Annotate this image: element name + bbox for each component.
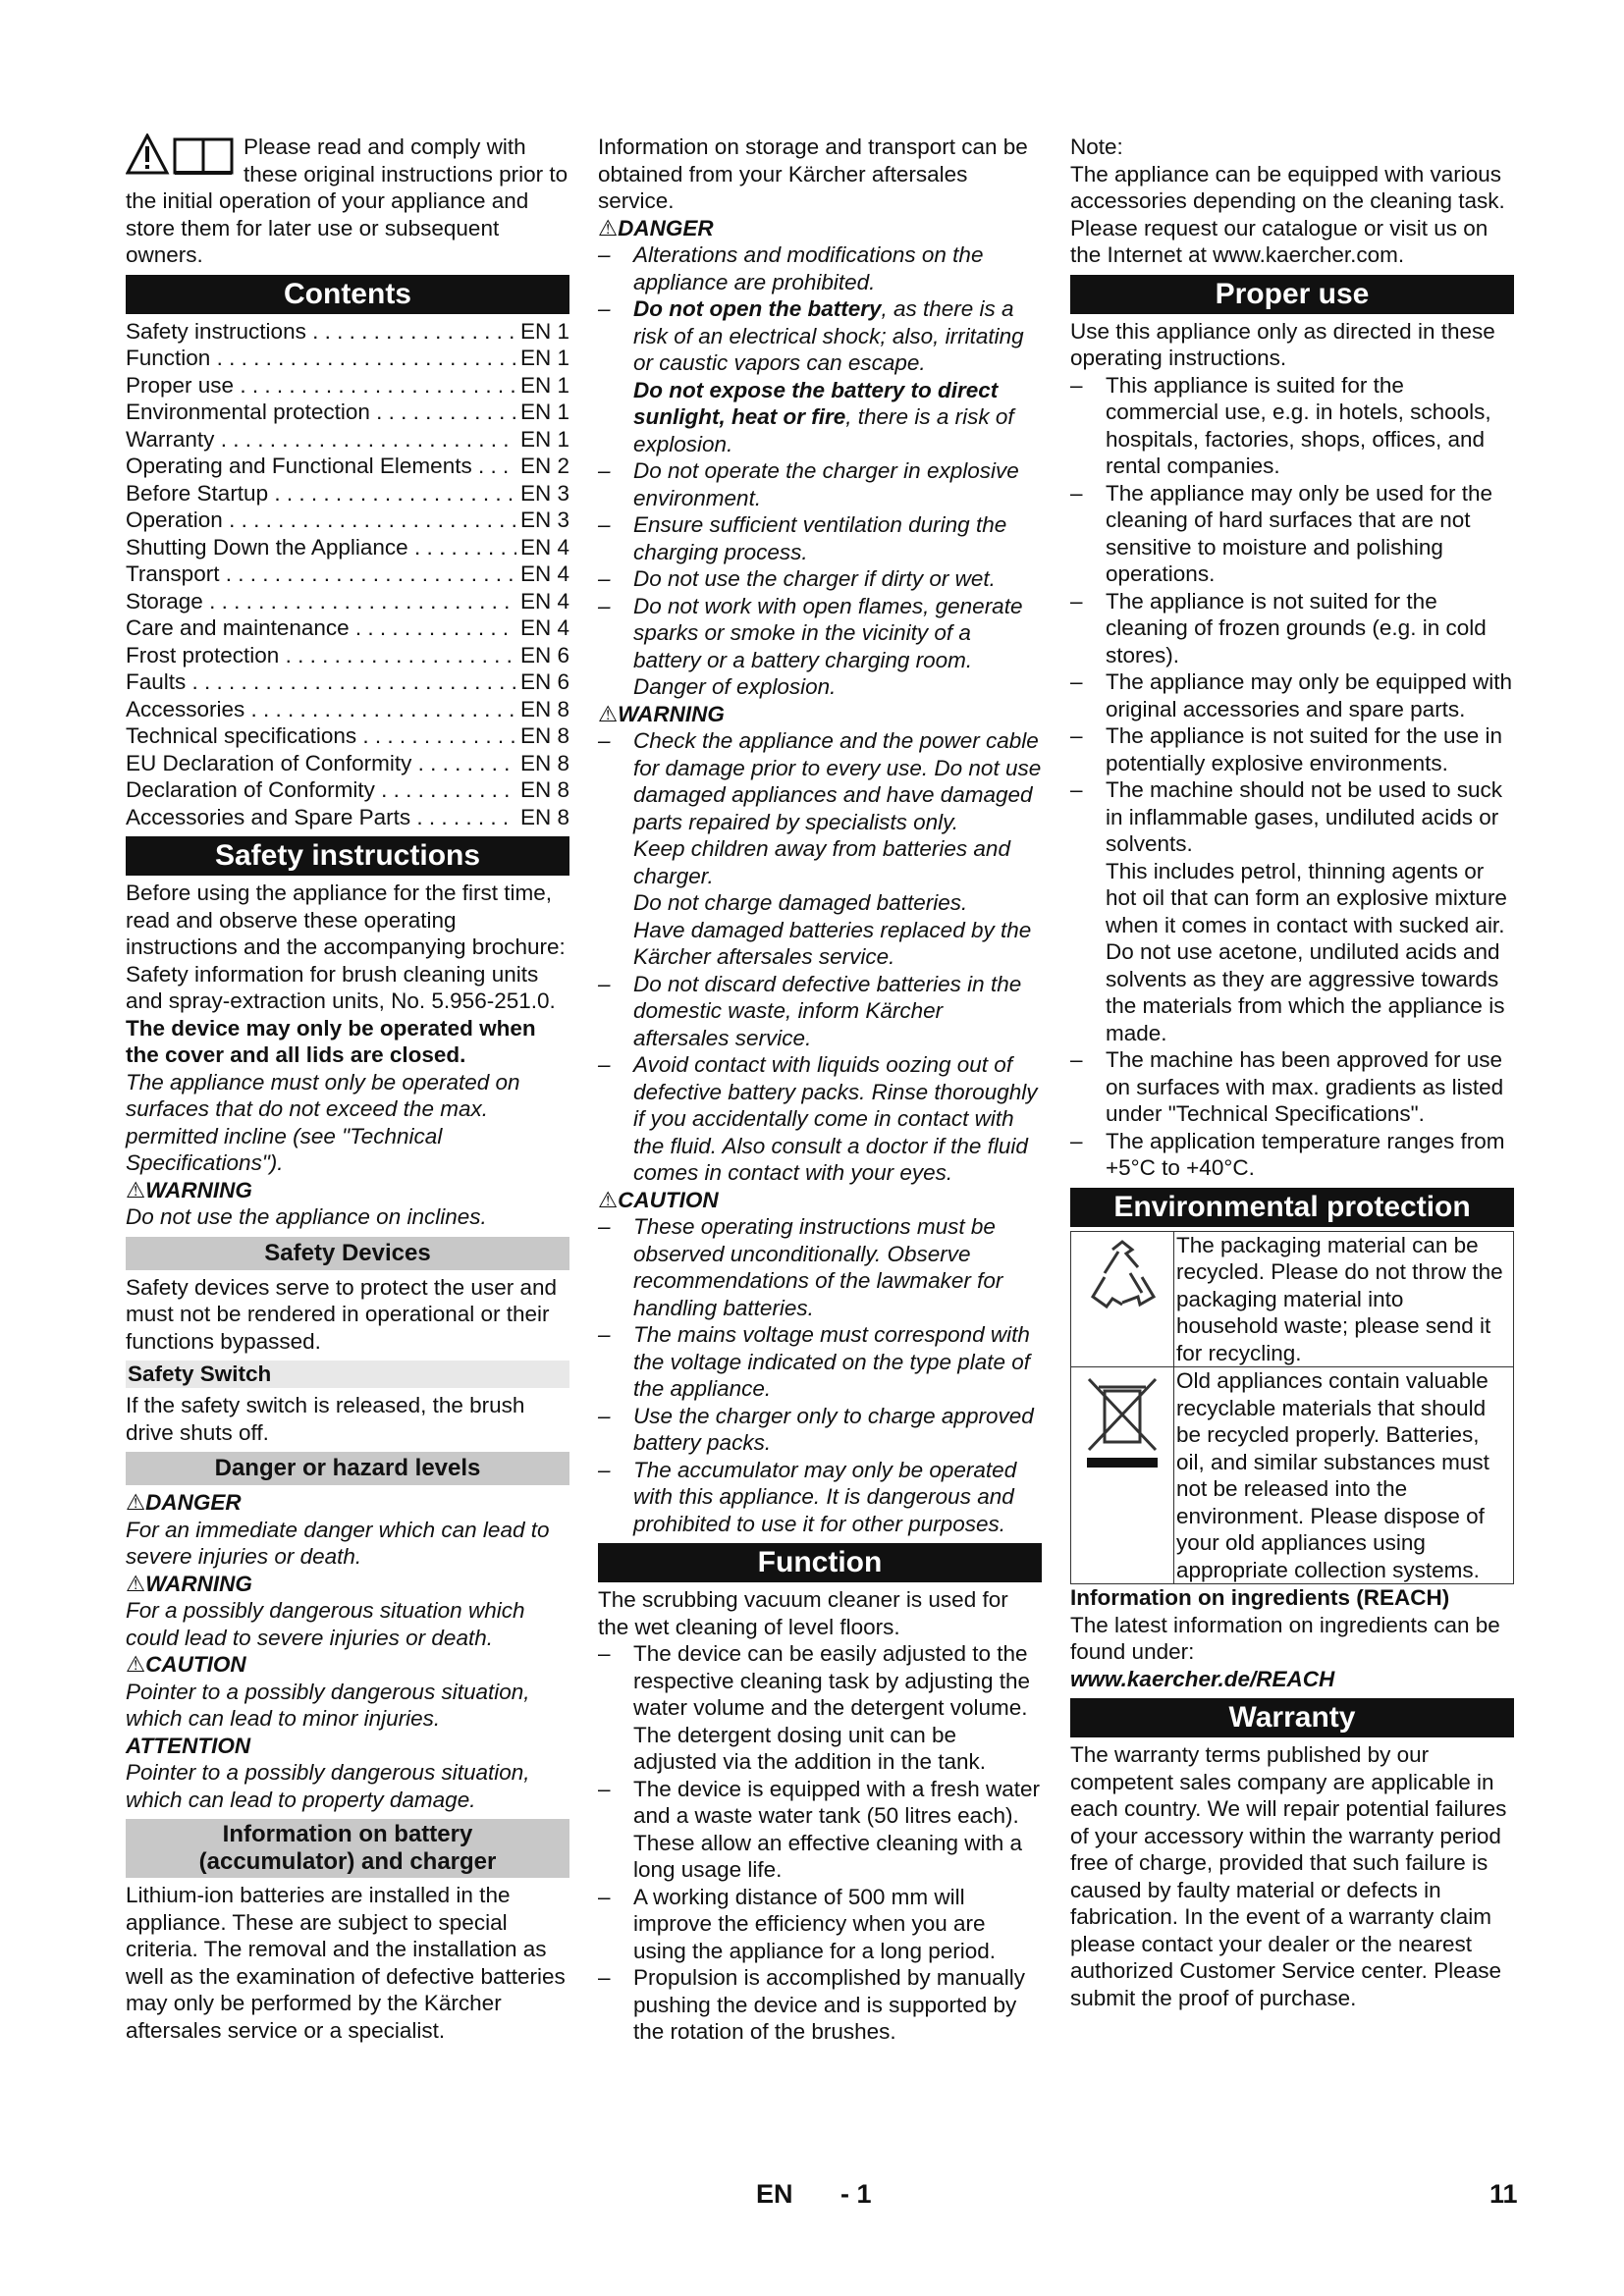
hazard-level-label: ⚠WARNING <box>126 1571 252 1596</box>
toc-entry-label: EU Declaration of Conformity . . . <box>126 750 516 777</box>
contents-heading: Contents <box>126 275 569 314</box>
column-3 <box>1070 133 1514 2011</box>
reach-heading: Information on ingredients (REACH) <box>1070 1585 1450 1610</box>
toc-entry-label: Transport . . . <box>126 561 516 588</box>
toc-entry[interactable] <box>126 453 569 480</box>
toc-entry-label: Frost protection . . . <box>126 642 516 669</box>
hazard-level-text: For an immediate danger which can lead to severe injuries or death. <box>126 1517 550 1569</box>
proper-use-item: – The appliance may only be equipped with original accessories and spare parts. <box>1070 669 1513 721</box>
toc-entry-page: EN 4 <box>519 588 569 614</box>
toc-entry-page: EN 4 <box>519 615 569 640</box>
proper-use-text: Use this appliance only as directed in these operating instructions. <box>1070 318 1495 370</box>
toc-entry[interactable] <box>126 722 569 750</box>
toc-entry[interactable] <box>126 776 569 804</box>
toc-entry[interactable] <box>126 372 569 400</box>
table-of-contents <box>126 318 569 831</box>
toc-entry-label: Faults . . . <box>126 668 516 696</box>
safety-switch-text: If the safety switch is released, the brush drive shuts off. <box>126 1393 525 1445</box>
toc-entry[interactable] <box>126 642 569 669</box>
warning-item: – Avoid contact with liquids oozing out of defective battery packs. Rinse thoroughly if you accidentally come in contact with the fluid. Also consult a doctor if the fluid comes in contact with your eyes. <box>598 1052 1038 1185</box>
toc-entry-page: EN 8 <box>519 750 569 775</box>
warning-triangle-icon: ⚠ <box>598 701 619 726</box>
footer-page-number: 11 <box>1489 2179 1518 2209</box>
toc-entry-page: EN 1 <box>519 426 569 452</box>
warning-triangle-icon: ⚠ <box>126 1490 146 1515</box>
warning-text: Do not use the appliance on inclines. <box>126 1204 487 1229</box>
hazard-levels-list <box>126 1489 569 1733</box>
function-item: – A working distance of 500 mm will improve the efficiency when you are using the appliance for a long period. <box>598 1884 997 1963</box>
hazard-levels-heading: Danger or hazard levels <box>126 1452 569 1485</box>
note-text: The appliance can be equipped with various accessories depending on the cleaning task. <box>1070 161 1505 213</box>
warning-triangle-icon: ⚠ <box>598 215 619 240</box>
toc-entry-label: Declaration of Conformity . . . <box>126 776 516 804</box>
toc-entry-page: EN 4 <box>519 534 569 560</box>
toc-entry[interactable] <box>126 426 569 454</box>
toc-entry-page: EN 2 <box>519 454 569 478</box>
toc-entry-page: EN 6 <box>519 669 569 694</box>
toc-entry[interactable] <box>126 750 569 777</box>
proper-use-list <box>1070 372 1514 858</box>
toc-entry[interactable] <box>126 480 569 507</box>
recycle-icon <box>1083 1238 1162 1316</box>
toc-entry-label: Shutting Down the Appliance . . . <box>126 534 516 561</box>
warning-label: ⚠WARNING <box>598 701 725 726</box>
warning-manual-icon <box>126 133 238 177</box>
toc-entry-label: Before Startup . . . <box>126 480 516 507</box>
toc-entry-page: EN 6 <box>519 642 569 667</box>
hazard-level-label: ⚠CAUTION <box>126 1652 246 1677</box>
proper-use-item: – The application temperature ranges from +5°C to +40°C. <box>1070 1128 1505 1180</box>
toc-entry-page: EN 1 <box>519 400 569 424</box>
caution-item: – These operating instructions must be observed unconditionally. Observe recommendations of the lawmaker for handling batteries. <box>598 1214 1003 1320</box>
danger-item: – Alterations and modifications on the appliance are prohibited. <box>598 242 984 294</box>
battery-heading: Information on battery (accumulator) and charger <box>126 1819 569 1878</box>
warning-label: ⚠WARNING <box>126 1177 252 1202</box>
column-1 <box>126 133 569 2044</box>
env-recycle-row <box>1070 1231 1514 1368</box>
danger-item: – Ensure sufficient ventilation during the charging process. <box>598 512 1007 564</box>
safety-bold-note: The device may only be operated when the cover and all lids are closed. <box>126 1015 536 1067</box>
safety-incline-note: The appliance must only be operated on surfaces that do not exceed the max. permitted incline (see "Technical Specifications"). <box>126 1069 520 1175</box>
toc-entry-page: EN 1 <box>519 318 569 344</box>
footer-page-code: - 1 <box>840 2179 872 2209</box>
warning-cont: Have damaged batteries replaced by the Kärcher aftersales service. <box>633 917 1032 969</box>
warranty-text: The warranty terms published by our competent sales company are applicable in each country. We will repair potential failures of your accessory within the warranty period free of charge, provided that such failure is caused by faulty material or defects in fabrication. In the event of a warranty claim please contact your dealer or the nearest authorized Customer Service center. Please submit the proof of purchase. <box>1070 1742 1507 2010</box>
danger-list <box>598 457 1042 701</box>
proper-use-item: – The appliance is not suited for the use in potentially explosive environments. <box>1070 723 1503 775</box>
battery-text: Lithium-ion batteries are installed in the appliance. These are subject to special criteria. The removal and the installation as well as the examination of defective batteries may only be performed by the Kärcher aftersales service or a specialist. <box>126 1883 566 2043</box>
warranty-heading: Warranty <box>1070 1698 1514 1737</box>
toc-entry[interactable] <box>126 696 569 723</box>
danger-item-cont: Do not expose the battery to direct sunlight, heat or fire, there is a risk of explosion. <box>633 377 1014 456</box>
toc-entry-label: Care and maintenance . . . <box>126 614 516 642</box>
toc-entry[interactable] <box>126 561 569 588</box>
intro-block <box>126 133 569 269</box>
function-heading: Function <box>598 1543 1042 1582</box>
warning-triangle-icon: ⚠ <box>598 1187 619 1212</box>
warning-triangle-icon: ⚠ <box>126 1652 146 1677</box>
toc-entry-page: EN 3 <box>519 507 569 532</box>
hazard-level-text: Pointer to a possibly dangerous situation, which can lead to minor injuries. <box>126 1679 530 1731</box>
environmental-heading: Environmental protection <box>1070 1188 1514 1227</box>
env-weee-row <box>1070 1367 1514 1584</box>
danger-item: – Do not use the charger if dirty or wet. <box>598 566 996 591</box>
function-item: – The device can be easily adjusted to the respective cleaning task by adjusting the water volume and the detergent volume. <box>598 1641 1030 1720</box>
toc-entry-label: Operation . . . <box>126 507 516 534</box>
toc-entry[interactable] <box>126 668 569 696</box>
toc-entry-label: Accessories and Spare Parts . . . <box>126 804 516 831</box>
env-recycle-text: The packaging material can be recycled. Please do not throw the packaging material into household waste; please send it for recycling. <box>1176 1232 1503 1365</box>
crossed-bin-icon <box>1083 1373 1162 1471</box>
warning-triangle-icon: ⚠ <box>126 1177 146 1202</box>
danger-item: – Do not work with open flames, generate sparks or smoke in the vicinity of a battery or a battery charging room. Danger of explosion. <box>598 593 1023 699</box>
storage-info: Information on storage and transport can be obtained from your Kärcher aftersales service. <box>598 134 1028 213</box>
toc-entry-page: EN 8 <box>519 696 569 721</box>
toc-entry-page: EN 8 <box>519 777 569 802</box>
warning-cont: Do not charge damaged batteries. <box>633 890 968 915</box>
warning-item: – Check the appliance and the power cable for damage prior to every use. Do not use damaged appliances and have damaged parts repaired by specialists only. <box>598 728 1042 834</box>
safety-switch-heading: Safety Switch <box>126 1361 569 1388</box>
toc-entry-label: Safety instructions . . . <box>126 318 516 346</box>
proper-use-item: – This appliance is suited for the commercial use, e.g. in hotels, schools, hospitals, factories, shops, offices, and rental companies. <box>1070 372 1491 478</box>
toc-entry-label: Warranty . . . <box>126 426 516 454</box>
toc-entry-page: EN 8 <box>519 723 569 748</box>
toc-entry[interactable] <box>126 318 569 346</box>
function-item: – The device is equipped with a fresh water and a waste water tank (50 litres each). These allow an effective cleaning with a long usage life. <box>598 1776 1040 1882</box>
toc-entry-page: EN 1 <box>519 372 569 398</box>
warning-cont: Keep children away from batteries and charger. <box>633 836 1010 888</box>
toc-entry[interactable] <box>126 588 569 615</box>
hazard-level-label: ⚠DANGER <box>126 1490 242 1515</box>
hazard-level-text: For a possibly dangerous situation which could lead to severe injuries or death. <box>126 1598 525 1650</box>
safety-intro: Before using the appliance for the first time, read and observe these operating instructions and the accompanying brochure: Safety information for brush cleaning units and spray-extraction units, No. 5.956-251.0. <box>126 881 566 1013</box>
toc-entry[interactable] <box>126 345 569 372</box>
safety-devices-heading: Safety Devices <box>126 1237 569 1270</box>
toc-entry-label: Proper use . . . <box>126 372 516 400</box>
proper-use-item: – The appliance may only be used for the cleaning of hard surfaces that are not sensitive to moisture and polishing operations. <box>1070 480 1492 586</box>
caution-item: – The mains voltage must correspond with the voltage indicated on the type plate of the appliance. <box>598 1322 1031 1401</box>
function-item: – Propulsion is accomplished by manually pushing the device and is supported by the rotation of the brushes. <box>598 1965 1025 2044</box>
caution-item: – Use the charger only to charge approved battery packs. <box>598 1403 1034 1455</box>
attention-label: ATTENTION <box>126 1733 251 1758</box>
toc-entry[interactable] <box>126 804 569 831</box>
toc-entry-page: EN 1 <box>519 346 569 370</box>
caution-label: ⚠CAUTION <box>598 1187 719 1212</box>
toc-entry[interactable] <box>126 614 569 642</box>
caution-item: – The accumulator may only be operated with this appliance. It is dangerous and prohibited to use it for other purposes. <box>598 1457 1017 1536</box>
toc-entry[interactable] <box>126 507 569 534</box>
toc-entry-label: Technical specifications . . . <box>126 722 516 750</box>
intro-text: Please read and comply with these original instructions prior to the initial operation of your appliance and store them for later use or subsequent owners. <box>126 134 568 267</box>
danger-item: – Do not operate the charger in explosive environment. <box>598 458 1019 510</box>
note-text-2: Please request our catalogue or visit us on the Internet at www.kaercher.com. <box>1070 215 1489 267</box>
proper-use-item: – The machine has been approved for use on surfaces with max. gradients as listed under "Technical Specifications". <box>1070 1047 1504 1126</box>
toc-entry-label: Accessories . . . <box>126 696 516 723</box>
toc-entry[interactable] <box>126 399 569 426</box>
toc-entry-label: Environmental protection . . . <box>126 399 516 426</box>
reach-link[interactable]: www.kaercher.de/REACH <box>1070 1666 1335 1691</box>
proper-use-item: – The machine should not be used to suck in inflammable gases, undiluted acids or solvents. <box>1070 777 1503 856</box>
note-label: Note: <box>1070 134 1123 159</box>
proper-use-cont: This includes petrol, thinning agents or hot oil that can form an explosive mixture when it comes in contact with sucked air. Do not use acetone, undiluted acids and solvents as they are aggressive towards the materials from which the appliance is made. <box>1106 858 1507 1045</box>
footer-lang: EN <box>756 2179 793 2209</box>
attention-text: Pointer to a possibly dangerous situation, which can lead to property damage. <box>126 1760 530 1812</box>
column-2 <box>598 133 1042 2046</box>
reach-text: The latest information on ingredients can be found under: <box>1070 1612 1500 1664</box>
toc-entry-label: Storage . . . <box>126 588 516 615</box>
proper-use-item: – The appliance is not suited for the cleaning of frozen grounds (e.g. in cold stores). <box>1070 588 1487 667</box>
safety-heading: Safety instructions <box>126 836 569 876</box>
danger-label: ⚠DANGER <box>598 215 714 240</box>
toc-entry-label: Function . . . <box>126 345 516 372</box>
warning-triangle-icon: ⚠ <box>126 1571 146 1596</box>
toc-entry-page: EN 8 <box>519 804 569 829</box>
function-text: The scrubbing vacuum cleaner is used for the wet cleaning of level floors. <box>598 1587 1008 1639</box>
toc-entry-label: Operating and Functional Elements . . . <box>126 453 516 480</box>
toc-entry[interactable] <box>126 534 569 561</box>
toc-entry-page: EN 3 <box>519 480 569 506</box>
danger-item: – Do not open the battery, as there is a risk of an electrical shock; also, irritating or caustic vapors can escape. <box>598 296 1024 375</box>
env-weee-text: Old appliances contain valuable recyclable materials that should be recycled properly. Batteries, oil, and similar substances must not be released into the environment. Please dispose of your old appliances using appropriate collection systems. <box>1176 1368 1489 1582</box>
warning-item: – Do not discard defective batteries in the domestic waste, inform Kärcher aftersales service. <box>598 971 1022 1050</box>
toc-entry-page: EN 4 <box>519 561 569 586</box>
proper-use-heading: Proper use <box>1070 275 1514 314</box>
safety-devices-text: Safety devices serve to protect the user and must not be rendered in operational or their functions bypassed. <box>126 1274 557 1354</box>
function-cont: The detergent dosing unit can be adjusted via the addition in the tank. <box>633 1722 987 1774</box>
